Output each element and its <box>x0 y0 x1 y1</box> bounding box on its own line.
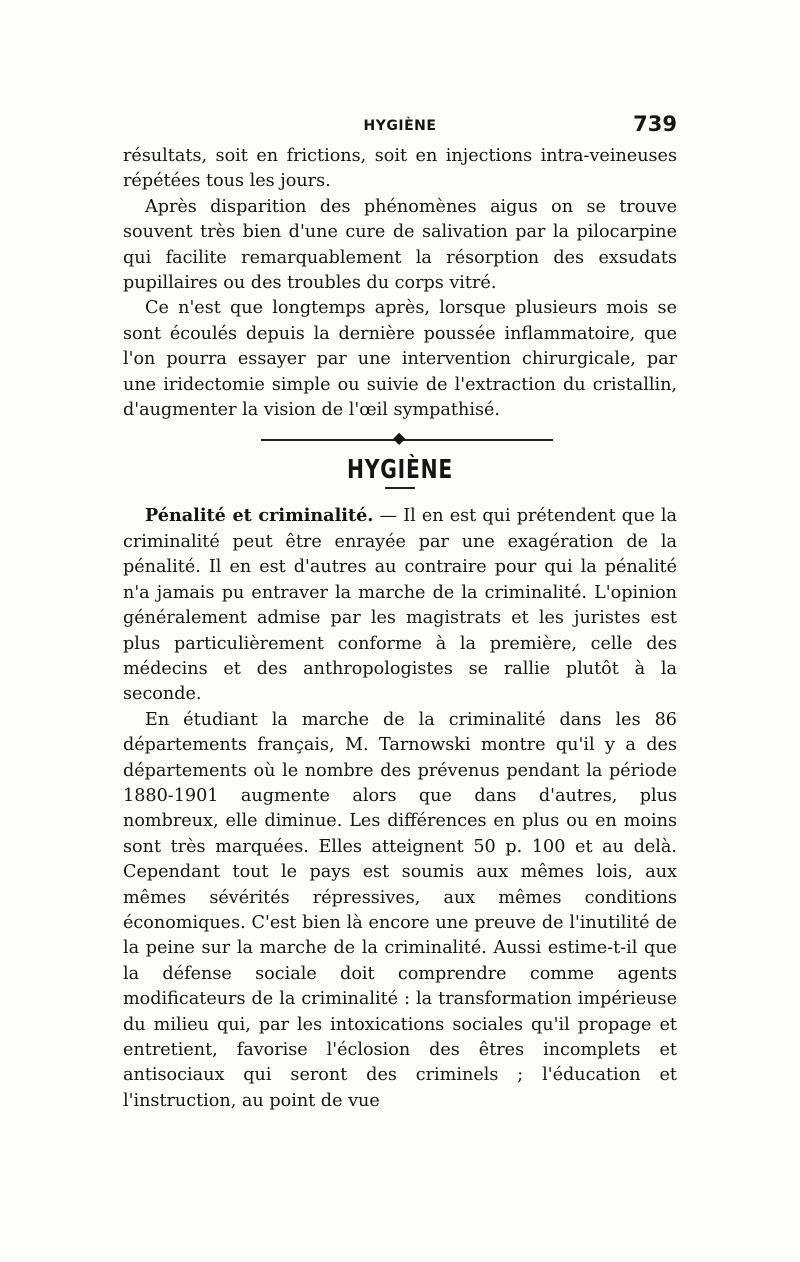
section-title: HYGIÈNE <box>346 455 453 486</box>
paragraph-penalite-text: — Il en est qui prétendent que la criminalité peut être enrayée par une exagération de la pénalité. Il en est d'autres au contraire pour qui la pénalité n'a jamais pu entraver la marche de la criminalité. L'opinion généralement admise par les magistrats et les juristes est plus particulièrement conforme à la première, celle des médecins et des anthropologistes se rallie plutôt à la seconde. <box>123 506 677 705</box>
diamond-ornament-icon: ◆ <box>393 428 406 448</box>
paragraph-intervention: Ce n'est que longtemps après, lorsque plusieurs mois se sont écoulés depuis la dernière poussée inflammatoire, que l'on pourra essayer par une intervention chirurgicale, par une iridectomie simple ou suivie de l'extraction du cristallin, d'augmenter la vision de l'œil sympathisé. <box>123 298 677 421</box>
divider-line <box>261 439 553 441</box>
run-in-heading: Pénalité et criminalité. <box>145 505 374 527</box>
book-page <box>123 112 677 1114</box>
paragraph-continued: résultats, soit en frictions, soit en injections intra-veineuses répétées tous les jours. <box>123 146 677 192</box>
running-head <box>123 112 677 144</box>
section-divider <box>123 427 677 451</box>
paragraph-pilocarpine: Après disparition des phénomènes aigus on se trouve souvent très bien d'une cure de salivation par la pilocarpine qui facilite remarquablement la résorption des exsudats pupillaires ou des troubles du corps vitré. <box>123 196 677 294</box>
running-title: HYGIÈNE <box>363 118 437 134</box>
paragraph-tarnowski: En étudiant la marche de la criminalité dans les 86 départements français, M. Tarnowski montre qu'il y a des départements où le nombre des prévenus pendant la période 1880-1901 augmente alors que dans d'autres, plus nombreux, elle diminue. Les différences en plus ou en moins sont très marquées. Elles atteignent 50 p. 100 et au delà. Cependant tout le pays est soumis aux mêmes lois, aux mêmes sévérités répressives, aux mêmes conditions économiques. C'est bien là encore une preuve de l'inutilité de la peine sur la marche de la criminalité. Aussi estime-t-il que la défense sociale doit comprendre comme agents modificateurs de la criminalité : la transformation impérieuse du milieu qui, par les intoxications sociales qu'il propage et entretient, favorise l'éclosion des êtres incomplets et antisociaux qui seront des criminels ; l'éducation et l'instruction, au point de vue <box>123 709 677 1111</box>
page-number: 739 <box>633 112 677 136</box>
title-underline <box>385 487 415 489</box>
paragraph-penalite <box>123 503 677 707</box>
